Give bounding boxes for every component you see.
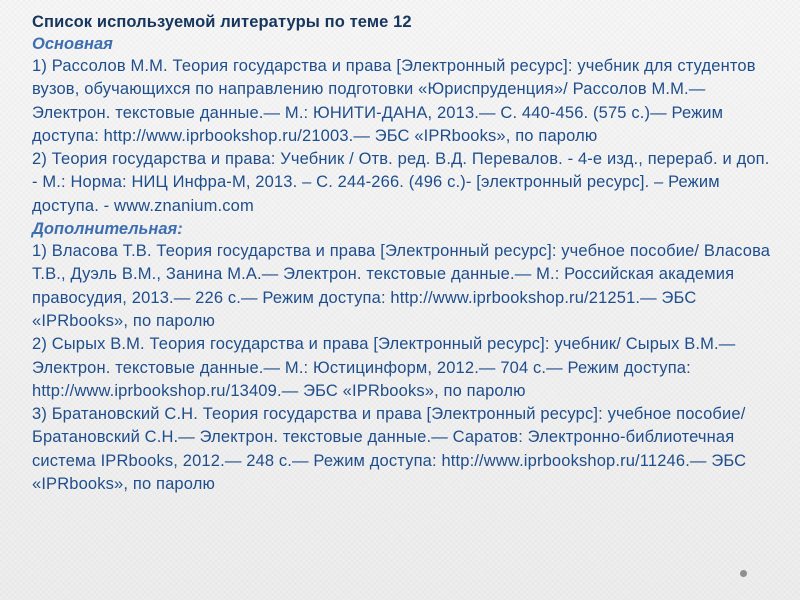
reference-entry: 2) Сырых В.М. Теория государства и права [Электронный ресурс]: учебник/ Сырых В.М.— Электрон. текстовые данные.— М.: Юстицинформ, 2012.— 704 с.— Режим доступа: http://www.iprbookshop.ru/13409.— ЭБС «IPRbooks», по паролю: [32, 335, 736, 400]
reference-entry: 3) Братановский С.Н. Теория государства и права [Электронный ресурс]: учебное пособие/ Братановский С.Н.— Электрон. текстовые данные.— Саратов: Электронно-библиотечная система IPRbooks, 2012.— 248 с.— Режим доступа: http://www.iprbookshop.ru/11246.— ЭБС «IPRbooks», по паролю: [32, 405, 747, 494]
section-heading-additional: Дополнительная:: [32, 220, 183, 239]
slide-nav-dot-icon[interactable]: [740, 570, 747, 577]
reference-entry: 1) Рассолов М.М. Теория государства и права [Электронный ресурс]: учебник для студентов вузов, обучающихся по направлению подготовки «Юриспруденция»/ Рассолов М.М.— Электрон. текстовые данные.— М.: ЮНИТИ-ДАНА, 2013.— С. 440-456. (575 с.)— Режим доступа: http://www.iprbookshop.ru/21003.— ЭБС «IPRbooks», по паролю: [32, 57, 756, 145]
section-heading-main: Основная: [32, 35, 113, 53]
reference-entry: 1) Власова Т.В. Теория государства и права [Электронный ресурс]: учебное пособие/ Власова Т.В., Дуэль В.М., Занина М.А.— Электрон. текстовые данные.— М.: Российская академия правосудия, 2013.— 226 с.— Режим доступа: http://www.iprbookshop.ru/21251.— ЭБС «IPRbooks», по паролю: [32, 242, 771, 330]
slide-title: Список используемой литературы по теме 12: [32, 13, 412, 31]
slide-content: [32, 12, 772, 496]
reference-entry: 2) Теория государства и права: Учебник / Отв. ред. В.Д. Перевалов. - 4-е изд., перераб. и доп. - М.: Норма: НИЦ Инфра-М, 2013. – С. 244-266. (496 с.)- [электронный ресурс]. – Режим доступа. - www.znanium.com: [32, 150, 770, 215]
